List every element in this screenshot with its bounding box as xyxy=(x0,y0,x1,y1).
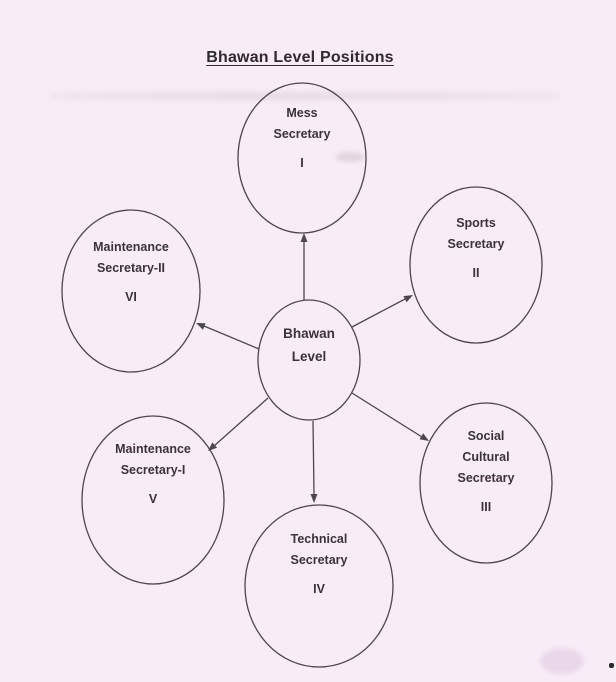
node-line: Sports xyxy=(456,216,496,230)
node-line: Technical xyxy=(290,532,348,546)
node-line: Maintenance xyxy=(93,240,169,254)
node-numeral: VI xyxy=(125,290,137,304)
maintenance-secretary-2-label xyxy=(56,237,206,308)
social-cultural-secretary-label xyxy=(416,426,556,518)
bhawan-level-label xyxy=(249,322,369,368)
technical-secretary-label xyxy=(249,529,389,600)
node-numeral: IV xyxy=(313,582,325,596)
node-numeral: I xyxy=(300,156,304,170)
maintenance-secretary-1-label xyxy=(78,439,228,510)
mess-secretary-label xyxy=(232,103,372,174)
node-line: Social xyxy=(467,429,505,443)
node-line: Maintenance xyxy=(115,442,191,456)
arrow-to-mess-secretary xyxy=(301,233,308,300)
node-line: Secretary-I xyxy=(120,463,186,477)
node-line: Secretary xyxy=(447,237,505,251)
node-line: Secretary xyxy=(457,471,515,485)
node-line: Cultural xyxy=(462,450,510,464)
node-numeral: V xyxy=(148,492,158,506)
node-numeral: III xyxy=(480,500,492,514)
node-line: Secretary xyxy=(273,127,331,141)
page-title-text: Bhawan Level Positions xyxy=(206,49,394,66)
node-line: Secretary xyxy=(290,553,348,567)
center-label-line: Bhawan xyxy=(283,326,335,341)
sports-secretary-label xyxy=(406,213,546,284)
node-line: Secretary-II xyxy=(96,261,166,275)
node-numeral: II xyxy=(472,266,480,280)
node-line: Mess xyxy=(286,106,318,120)
center-label-line: Level xyxy=(291,349,327,364)
arrow-to-technical-secretary xyxy=(311,421,318,503)
